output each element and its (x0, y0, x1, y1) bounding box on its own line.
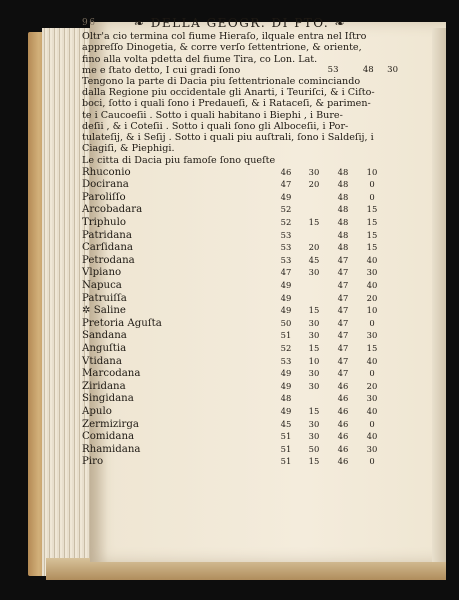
table-row (82, 431, 398, 444)
coord-value: 52 (280, 204, 292, 215)
coord-value: 15 (366, 242, 378, 253)
fleuron-icon: ❧ (133, 16, 146, 30)
coord-value: 15 (366, 342, 378, 353)
coord-value: 40 (366, 431, 378, 442)
coord-value: 46 (280, 166, 292, 177)
header-title: DELLA GEOGR. DI PTO. (150, 16, 330, 30)
coord-value: 48 (362, 64, 374, 75)
coord-value: 30 (308, 330, 320, 341)
coord-value: 53 (280, 355, 292, 366)
coord-value: 47 (337, 267, 349, 278)
coord-value: 15 (366, 217, 378, 228)
city-name: Napuca (82, 279, 122, 291)
table-row (82, 255, 398, 268)
coord-value: 30 (308, 431, 320, 442)
coord-value: 48 (337, 242, 349, 253)
table-row (82, 356, 398, 369)
fleuron-icon: ❧ (334, 16, 347, 30)
running-header (82, 18, 398, 29)
coord-value: 51 (280, 431, 292, 442)
table-row (82, 318, 398, 331)
city-table (82, 167, 398, 469)
coord-value: 20 (366, 292, 378, 303)
coord-value: 48 (280, 393, 292, 404)
table-row (82, 230, 398, 243)
text-line: deſii , & i Coteſii . Sotto i quali ſono gli Alboceſii, i Por- (82, 120, 349, 132)
coord-value: 49 (280, 380, 292, 391)
coord-value: 50 (280, 317, 292, 328)
coord-value: 20 (308, 242, 320, 253)
city-name: Patridana (82, 229, 132, 241)
coordinates (328, 65, 398, 76)
coord-value: 46 (337, 405, 349, 416)
coord-value: 47 (337, 368, 349, 379)
coord-value: 20 (366, 380, 378, 391)
coord-value: 52 (280, 342, 292, 353)
coord-value: 48 (337, 229, 349, 240)
text-line: te i Caucoeſii . Sotto i quali habitano i Biephi , i Bure- (82, 109, 343, 121)
table-row (82, 192, 398, 205)
table-row (82, 305, 398, 318)
coord-value: 40 (366, 405, 378, 416)
table-row (82, 280, 398, 293)
coord-value: 48 (337, 166, 349, 177)
coord-value: 10 (308, 355, 320, 366)
coord-value: 46 (337, 393, 349, 404)
table-row (82, 267, 398, 280)
table-row (82, 217, 398, 230)
city-name: Docirana (82, 179, 129, 191)
coord-value: 0 (369, 191, 375, 202)
table-row (82, 167, 398, 180)
coord-value: 30 (308, 368, 320, 379)
coord-value: 46 (337, 418, 349, 429)
table-row (82, 368, 398, 381)
coord-value: 47 (337, 254, 349, 265)
paragraph-2 (82, 76, 398, 154)
table-row (82, 293, 398, 306)
city-name: Petrodana (82, 254, 135, 266)
coord-value: 15 (366, 229, 378, 240)
text-line: dalla Regione piu occidentale gli Anarti, i Teuriſci, & i Ciſto- (82, 87, 375, 99)
coord-value: 51 (280, 456, 292, 467)
coord-value: 47 (337, 317, 349, 328)
coord-value: 47 (337, 355, 349, 366)
page-number: 96 (82, 18, 97, 28)
city-name: Zermizirga (82, 418, 139, 430)
coord-value: 15 (366, 204, 378, 215)
table-row (82, 204, 398, 217)
coord-value: 49 (280, 305, 292, 316)
coord-value: 49 (280, 405, 292, 416)
coord-value: 30 (387, 64, 398, 75)
table-row (82, 419, 398, 432)
table-row (82, 393, 398, 406)
city-name: Rhuconio (82, 166, 131, 178)
coord-value: 46 (337, 443, 349, 454)
coord-value: 30 (308, 267, 320, 278)
coord-value: 49 (280, 368, 292, 379)
city-name: Carſidana (82, 242, 133, 254)
coord-value: 52 (280, 217, 292, 228)
coord-value: 0 (369, 179, 375, 190)
coord-value: 15 (308, 217, 320, 228)
table-row (82, 381, 398, 394)
city-name: Anguſtia (82, 342, 127, 354)
coord-value: 30 (366, 267, 378, 278)
coord-value: 30 (308, 380, 320, 391)
coord-value: 47 (337, 305, 349, 316)
text-line: Ciagiſi, & Piephigi. (82, 143, 175, 155)
coord-value: 48 (337, 204, 349, 215)
coord-value: 46 (337, 380, 349, 391)
list-heading: Le citta di Dacia piu famoſe ſono queſte (82, 155, 276, 167)
coord-value: 0 (369, 456, 375, 467)
coord-value: 53 (280, 242, 292, 253)
coord-value: 15 (308, 405, 320, 416)
text-line: me e ſtato detto, I cui gradi ſono (82, 64, 241, 76)
city-name: Vlpiano (82, 267, 122, 279)
table-row (82, 456, 398, 469)
city-name: Singidana (82, 393, 134, 405)
coord-value: 48 (337, 217, 349, 228)
coord-value: 30 (366, 443, 378, 454)
facing-page-edge (432, 28, 446, 562)
coord-value: 46 (337, 456, 349, 467)
coord-value: 30 (308, 418, 320, 429)
text-line: boci, ſotto i quali ſono i Predaueſi, & i Rataceſi, & parimen- (82, 98, 371, 110)
coord-value: 46 (337, 431, 349, 442)
city-name: Ziridana (82, 380, 126, 392)
coord-value: 10 (366, 166, 378, 177)
city-name: Marcodana (82, 368, 141, 380)
coord-value: 47 (337, 330, 349, 341)
coord-value: 40 (366, 355, 378, 366)
table-row (82, 330, 398, 343)
coord-value: 47 (280, 179, 292, 190)
table-row (82, 242, 398, 255)
table-row (82, 444, 398, 457)
city-name: Paroliſſo (82, 191, 126, 203)
text-line-with-coords (82, 65, 398, 76)
coord-value: 10 (366, 305, 378, 316)
city-name: Arcobadara (82, 204, 143, 216)
coord-value: 45 (308, 254, 320, 265)
city-name: Comidana (82, 431, 135, 443)
table-row (82, 343, 398, 356)
city-name: Piro (82, 456, 104, 468)
coord-value: 51 (280, 330, 292, 341)
text-line: Oltr'a cio termina col fiume Hieraſo, ilquale entra nel Iſtro (82, 31, 367, 43)
text-line: appreſſo Dinogetia, & corre verſo ſettentrione, & oriente, (82, 42, 362, 54)
table-row (82, 406, 398, 419)
coord-value: 20 (308, 179, 320, 190)
paragraph-1 (82, 31, 398, 76)
city-name: ✲ Saline (82, 305, 126, 317)
coord-value: 53 (280, 229, 292, 240)
coord-value: 48 (337, 179, 349, 190)
coord-value: 15 (308, 456, 320, 467)
coord-value: 15 (308, 305, 320, 316)
coord-value: 0 (369, 368, 375, 379)
coord-value: 50 (308, 443, 320, 454)
coord-value: 30 (308, 166, 320, 177)
text-line: fino alla volta pdetta del fiume Tira, co Lon. Lat. (82, 53, 318, 65)
coord-value: 30 (366, 330, 378, 341)
city-name: Rhamidana (82, 443, 141, 455)
table-row (82, 179, 398, 192)
coord-value: 49 (280, 279, 292, 290)
city-name: Patruiſſa (82, 292, 127, 304)
coord-value: 0 (369, 317, 375, 328)
coord-value: 47 (337, 292, 349, 303)
coord-value: 47 (337, 279, 349, 290)
coord-value: 30 (366, 393, 378, 404)
coord-value: 40 (366, 254, 378, 265)
coord-value: 53 (280, 254, 292, 265)
coord-value: 0 (369, 418, 375, 429)
coord-value: 53 (327, 64, 339, 75)
city-name: Apulo (82, 405, 112, 417)
coord-value: 47 (280, 267, 292, 278)
coord-value: 49 (280, 191, 292, 202)
city-name: Triphulo (82, 217, 126, 229)
coord-value: 30 (308, 317, 320, 328)
coord-value: 15 (308, 342, 320, 353)
coord-value: 48 (337, 191, 349, 202)
text-line: tulateſij, & i Seſij . Sotto i quali piu auſtrali, ſono i Saldeſij, i (82, 132, 374, 144)
coord-value: 49 (280, 292, 292, 303)
coord-value: 47 (337, 342, 349, 353)
coord-value: 51 (280, 443, 292, 454)
city-name: Pretoria Aguſta (82, 317, 162, 329)
coord-value: 40 (366, 279, 378, 290)
page-text (82, 18, 398, 469)
city-name: Sandana (82, 330, 127, 342)
city-name: Vtidana (82, 355, 122, 367)
text-line: Tengono la parte di Dacia piu ſettentrionale cominciando (82, 76, 361, 88)
coord-value: 45 (280, 418, 292, 429)
